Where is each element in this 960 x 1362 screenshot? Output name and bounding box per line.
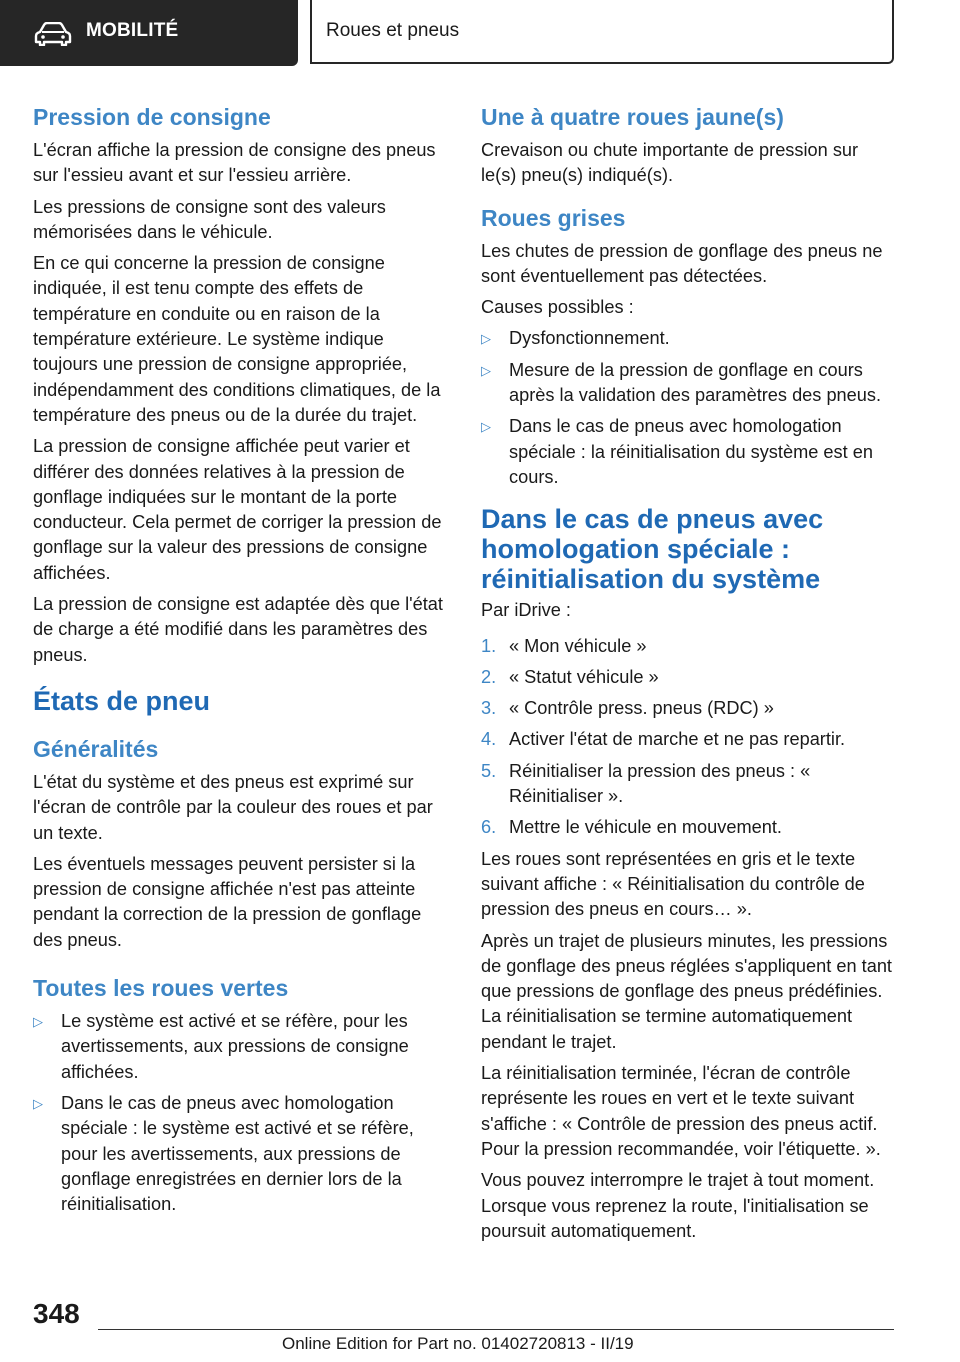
paragraph: Les pressions de consigne sont des valeurs mémorisées dans le véhicule.: [33, 196, 386, 242]
paragraph: Les roues sont représentées en gris et le texte suivant affiche : « Réinitialisation du contrôle de pression des pneus en cours… ».: [481, 848, 865, 920]
triangle-right-icon: ▷: [481, 419, 491, 435]
heading-generalites: Généralités: [33, 735, 159, 762]
left-column: [33, 100, 447, 1223]
list-item: 2. « Statut véhicule »: [481, 666, 659, 687]
heading-toutes-roues-vertes: Toutes les roues vertes: [33, 975, 289, 1002]
heading-etats-de-pneu: États de pneu: [33, 685, 211, 716]
paragraph: La réinitialisation terminée, l'écran de contrôle représente les roues en vert et le texte suivant s'affiche : « Contrôle de pression des pneus actif. Pour la pression recommandée, voir l'étiquette. ».: [481, 1063, 881, 1159]
heading-reinitialisation: Dans le cas de pneus avec homologation spéciale : réinitialisation du système: [481, 504, 824, 595]
triangle-right-icon: ▷: [33, 1095, 43, 1111]
step-list: [481, 634, 895, 841]
car-icon: [34, 22, 72, 46]
section-label: MOBILITÉ: [86, 20, 179, 41]
paragraph: En ce qui concerne la pression de consigne indiquée, il est tenu compte des effets de température en conduite ou en raison de la température extérieure. Le système indique toujours une pression de consigne appropriée, indépendamment des conditions climatiques, de la température des pneus ou de la durée du trajet.: [33, 253, 441, 425]
triangle-right-icon: ▷: [481, 331, 491, 347]
paragraph: Les éventuels messages peuvent persister si la pression de consigne affichée n'est pas atteinte pendant la correction de la pression de gonflage des pneus.: [33, 853, 422, 950]
section-tab[interactable]: [0, 0, 298, 66]
paragraph: Après un trajet de plusieurs minutes, les pressions de gonflage des pneus réglées s'appliquent en tant que pressions de gonflage des pneus prédéfinies. La réinitialisation se termine automatiquement pendant le trajet.: [481, 930, 892, 1052]
heading-pression-de-consigne: Pression de consigne: [33, 104, 271, 130]
bullet-list: [481, 326, 895, 490]
paragraph: La pression de consigne est adaptée dès que l'état de charge a été modifié dans les paramètres des pneus.: [33, 594, 443, 665]
paragraph: Par iDrive :: [481, 600, 571, 621]
paragraph: Vous pouvez interrompre le trajet à tout moment. Lorsque vous reprenez la route, l'initialisation se poursuit automatiquement.: [481, 1170, 875, 1241]
list-item: ▷ Dysfonctionnement.: [481, 326, 895, 351]
footer-divider: [98, 1329, 894, 1330]
heading-roues-grises: Roues grises: [481, 204, 626, 231]
paragraph: L'état du système et des pneus est exprimé sur l'écran de contrôle par la couleur des roues et par un texte.: [33, 771, 433, 843]
paragraph: Crevaison ou chute importante de pression sur le(s) pneu(s) indiqué(s).: [481, 140, 859, 186]
list-item: 5. Réinitialiser la pression des pneus : « Réinitialiser ».: [481, 760, 811, 807]
list-item: ▷ Le système est activé et se réfère, pour les avertissements, aux pressions de consigne affichées.: [33, 1011, 409, 1082]
list-item: 4. Activer l'état de marche et ne pas repartir.: [481, 729, 846, 750]
list-item: 6. Mettre le véhicule en mouvement.: [481, 817, 782, 838]
list-item: ▷ Dans le cas de pneus avec homologation spéciale : la réinitialisation du système est en cours.: [481, 416, 873, 487]
page-header: [0, 0, 960, 66]
heading-roues-jaunes: Une à quatre roues jaune(s): [481, 104, 784, 130]
page-number: 348: [33, 1298, 80, 1329]
list-item: ▷ Dans le cas de pneus avec homologation spéciale : le système est activé et se réfère, pour les avertissements, aux pressions de gonflage enregistrées en dernier lors de la réinitialisation.: [33, 1092, 414, 1215]
chapter-label: Roues et pneus: [326, 20, 460, 41]
list-item: ▷ Mesure de la pression de gonflage en cours après la validation des paramètres des pneus.: [481, 359, 882, 406]
paragraph: Causes possibles :: [481, 297, 634, 318]
paragraph: La pression de consigne affichée peut varier et différer des données relatives à la pression de gonflage indiquées sur le montant de la porte conducteur. Cela permet de corriger la pression de gonflage sur la valeur des pressions de consigne affichées.: [33, 436, 442, 583]
right-column: [481, 100, 895, 1250]
chapter-tab[interactable]: [310, 0, 894, 64]
list-item: 1. « Mon véhicule »: [481, 635, 647, 656]
list-item: 3. « Contrôle press. pneus (RDC) »: [481, 698, 774, 719]
edition-note: Online Edition for Part no. 01402720813 - II/19: [282, 1334, 634, 1353]
triangle-right-icon: ▷: [481, 362, 491, 378]
triangle-right-icon: ▷: [33, 1014, 43, 1030]
paragraph: Les chutes de pression de gonflage des pneus ne sont éventuellement pas détectées.: [481, 240, 883, 286]
paragraph: L'écran affiche la pression de consigne des pneus sur l'essieu avant et sur l'essieu arrière.: [33, 140, 436, 186]
bullet-list: [33, 1009, 447, 1217]
